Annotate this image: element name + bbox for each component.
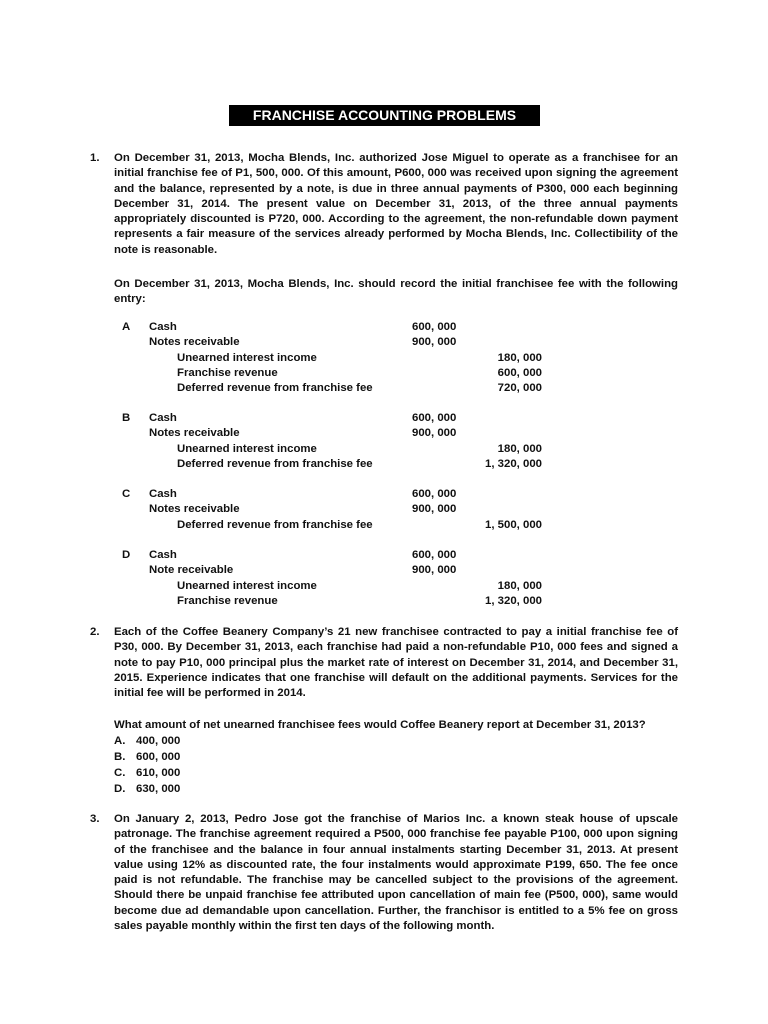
option-label: B. (114, 751, 126, 763)
problem-number: 3. (90, 813, 100, 825)
entry-line (122, 320, 562, 335)
credit-amount: 180, 000 (497, 579, 542, 592)
problem-text: On December 31, 2013, Mocha Blends, Inc. authorized Jose Miguel to operate as a franchisee for an initial franchise fee of P1, 500, 000. Of this amount, P600, 000 was received upon signing the agreement and the balance, represented by a note, is due in three annual payments of P300, 000 each beginning December 31, 2014. The present value on December 31, 2013, of the three annual payments appropriately discounted is P720, 000. According to the agreement, the non-refundable down payment represents a fair measure of the services already performed by Mocha Blends, Inc. Collectibility of the note is reasonable. (114, 152, 678, 256)
problem-1 (90, 151, 678, 258)
debit-amount: 900, 000 (412, 564, 457, 577)
problem-2-question: What amount of net unearned franchisee fees would Coffee Beanery report at December 31, 2013? (114, 719, 646, 731)
option-c[interactable] (114, 766, 414, 782)
account-name: Cash (149, 412, 177, 424)
account-name: Note receivable (149, 564, 234, 577)
account-name: Franchise revenue (177, 366, 278, 379)
problem-2 (90, 625, 678, 701)
credit-amount: 180, 000 (497, 351, 542, 364)
debit-amount: 600, 000 (412, 488, 457, 500)
entry-line (122, 426, 562, 441)
account-name: Unearned interest income (177, 442, 317, 455)
option-d[interactable] (114, 782, 414, 798)
option-label: C. (114, 767, 126, 779)
account-name: Unearned interest income (177, 579, 317, 592)
problem-text: Each of the Coffee Beanery Company’s 21 new franchisee contracted to pay a initial franchise fee of P30, 000. By December 31, 2013, each franchise had paid a non-refundable P10, 000 fees and signed a note to pay P10, 000 principal plus the market rate of interest on December 31, 2014, and December 31, 2015. Experience indicates that one franchise will default on the additional payments. Services for the initial fee will be performed in 2014. (114, 626, 678, 700)
option-label: A. (114, 735, 126, 747)
credit-amount: 1, 500, 000 (484, 518, 542, 531)
entry-line (122, 579, 562, 594)
debit-amount: 900, 000 (412, 336, 457, 349)
entry-line (122, 351, 562, 366)
entry-line (122, 366, 562, 381)
option-value: 400, 000 (136, 735, 181, 747)
debit-amount: 900, 000 (412, 503, 457, 516)
account-name: Deferred revenue from franchise fee (177, 382, 373, 395)
account-name: Franchise revenue (177, 594, 278, 607)
entry-line (122, 563, 562, 578)
option-value: 600, 000 (136, 751, 181, 763)
journal-entry-a (122, 320, 562, 396)
option-a[interactable] (114, 734, 414, 750)
debit-amount: 600, 000 (412, 549, 457, 561)
account-name: Deferred revenue from franchise fee (177, 518, 373, 531)
journal-entry-b (122, 411, 562, 472)
credit-amount: 600, 000 (497, 366, 542, 379)
account-name: Cash (149, 321, 177, 333)
account-name: Notes receivable (149, 503, 240, 516)
problem-3 (90, 812, 678, 934)
document-title: FRANCHISE ACCOUNTING PROBLEMS (229, 105, 540, 126)
credit-amount: 180, 000 (497, 442, 542, 455)
option-b[interactable] (114, 750, 414, 766)
option-label: D. (114, 783, 126, 795)
problem-number: 2. (90, 626, 100, 638)
problem-text: On January 2, 2013, Pedro Jose got the franchise of Marios Inc. a known steak house of upscale patronage. The franchise agreement required a P500, 000 franchise fee payable P100, 000 upon signing of the franchisee and the balance in four annual instalments starting December 31, 2013. At present value using 12% as discounted rate, the four instalments would approximate P199, 650. The fee once paid is not refundable. The franchise may be cancelled subject to the provisions of the agreement. Should there be unpaid franchise fee attributed upon cancellation of main fee (P500, 000), same would become due ad demandable upon cancellation. Further, the franchisor is entitled to a 5% fee on gross sales payable monthly within the first ten days of the following month. (114, 813, 678, 933)
entry-letter: A (122, 321, 131, 333)
debit-amount: 600, 000 (412, 321, 457, 333)
option-value: 630, 000 (136, 783, 181, 795)
entry-line (122, 594, 562, 609)
entry-line (122, 518, 562, 533)
entry-line (122, 335, 562, 350)
credit-amount: 1, 320, 000 (484, 457, 542, 470)
entry-letter: D (122, 549, 131, 561)
option-value: 610, 000 (136, 767, 181, 779)
account-name: Deferred revenue from franchise fee (177, 457, 373, 470)
entry-line (122, 457, 562, 472)
entry-line (122, 381, 562, 396)
problem-2-options (114, 734, 414, 798)
credit-amount: 720, 000 (497, 382, 542, 395)
entry-line (122, 548, 562, 563)
entry-line (122, 502, 562, 517)
journal-entry-c (122, 487, 562, 533)
account-name: Cash (149, 549, 177, 561)
credit-amount: 1, 320, 000 (484, 594, 542, 607)
account-name: Cash (149, 488, 177, 500)
debit-amount: 600, 000 (412, 412, 457, 424)
entry-letter: C (122, 488, 131, 500)
entry-line (122, 411, 562, 426)
debit-amount: 900, 000 (412, 427, 457, 440)
journal-entry-d (122, 548, 562, 609)
entry-line (122, 442, 562, 457)
account-name: Unearned interest income (177, 351, 317, 364)
problem-number: 1. (90, 152, 100, 164)
problem-1-question: On December 31, 2013, Mocha Blends, Inc. should record the initial franchisee fee with the following entry: (114, 278, 678, 306)
account-name: Notes receivable (149, 336, 240, 349)
entry-line (122, 487, 562, 502)
entry-letter: B (122, 412, 131, 424)
account-name: Notes receivable (149, 427, 240, 440)
